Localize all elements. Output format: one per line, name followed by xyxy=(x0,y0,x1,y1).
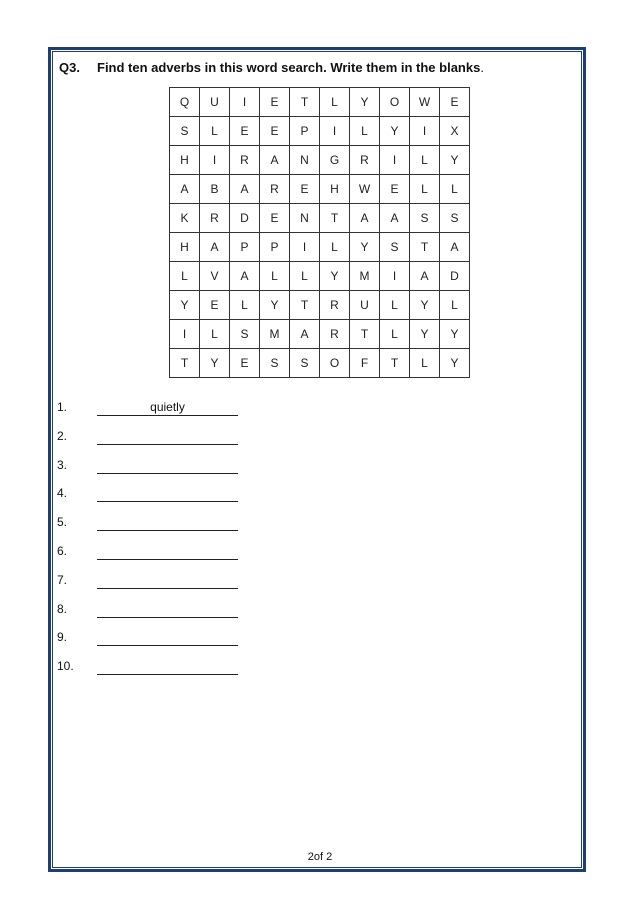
grid-cell[interactable]: S xyxy=(170,117,200,146)
grid-cell[interactable]: A xyxy=(350,204,380,233)
grid-cell[interactable]: P xyxy=(230,233,260,262)
answer-number: 3. xyxy=(57,457,68,472)
answer-blank-line[interactable] xyxy=(97,617,238,618)
grid-cell[interactable]: E xyxy=(200,291,230,320)
grid-row xyxy=(170,262,470,291)
answer-row xyxy=(57,573,257,593)
grid-cell[interactable]: T xyxy=(410,233,440,262)
answer-blank-line[interactable] xyxy=(97,473,238,474)
grid-cell[interactable]: A xyxy=(290,320,320,349)
grid-cell[interactable]: R xyxy=(350,146,380,175)
grid-cell[interactable]: T xyxy=(170,349,200,378)
grid-cell[interactable]: Y xyxy=(410,291,440,320)
answer-blank-line[interactable] xyxy=(97,444,238,445)
grid-cell[interactable]: R xyxy=(260,175,290,204)
grid-cell[interactable]: L xyxy=(170,262,200,291)
grid-row xyxy=(170,146,470,175)
grid-cell[interactable]: L xyxy=(350,117,380,146)
grid-cell[interactable]: Y xyxy=(320,262,350,291)
grid-cell[interactable]: H xyxy=(320,175,350,204)
grid-cell[interactable]: T xyxy=(290,291,320,320)
answer-row xyxy=(57,400,257,420)
grid-cell[interactable]: L xyxy=(290,262,320,291)
page-number: 2of 2 xyxy=(307,851,333,863)
grid-cell[interactable]: Y xyxy=(170,291,200,320)
grid-cell[interactable]: R xyxy=(230,146,260,175)
answer-blank-line[interactable] xyxy=(97,530,238,531)
answer-text: quietly xyxy=(150,400,185,414)
grid-cell[interactable]: E xyxy=(260,204,290,233)
answer-number: 5. xyxy=(57,515,68,530)
question-end: . xyxy=(480,60,484,75)
grid-cell[interactable]: L xyxy=(410,349,440,378)
answer-row xyxy=(57,515,257,535)
grid-cell[interactable]: Y xyxy=(200,349,230,378)
grid-cell[interactable]: D xyxy=(440,262,470,291)
answer-number: 4. xyxy=(57,486,68,501)
grid-cell[interactable]: M xyxy=(260,320,290,349)
grid-row xyxy=(170,117,470,146)
grid-row xyxy=(170,175,470,204)
grid-cell[interactable]: E xyxy=(230,117,260,146)
grid-cell[interactable]: I xyxy=(380,146,410,175)
grid-cell[interactable]: E xyxy=(260,88,290,117)
answer-row xyxy=(57,486,257,506)
grid-cell[interactable]: I xyxy=(230,88,260,117)
answer-number: 9. xyxy=(57,630,68,645)
grid-cell[interactable]: I xyxy=(290,233,320,262)
answer-number: 10. xyxy=(57,659,74,674)
grid-cell[interactable]: P xyxy=(290,117,320,146)
grid-cell[interactable]: I xyxy=(170,320,200,349)
grid-cell[interactable]: N xyxy=(290,146,320,175)
grid-cell[interactable]: A xyxy=(200,233,230,262)
grid-row xyxy=(170,320,470,349)
answer-number: 2. xyxy=(57,428,68,443)
grid-cell[interactable]: L xyxy=(230,291,260,320)
grid-cell[interactable]: L xyxy=(410,146,440,175)
grid-cell[interactable]: I xyxy=(380,262,410,291)
grid-row xyxy=(170,233,470,262)
answer-number: 7. xyxy=(57,572,68,587)
grid-cell[interactable]: A xyxy=(230,262,260,291)
answer-blank-line[interactable] xyxy=(97,415,238,416)
grid-cell[interactable]: B xyxy=(200,175,230,204)
grid-cell[interactable]: H xyxy=(170,233,200,262)
grid-cell[interactable]: X xyxy=(440,117,470,146)
grid-cell[interactable]: Y xyxy=(260,291,290,320)
grid-cell[interactable]: U xyxy=(350,291,380,320)
grid-cell[interactable]: A xyxy=(230,175,260,204)
grid-cell[interactable]: O xyxy=(380,88,410,117)
grid-row xyxy=(170,204,470,233)
grid-cell[interactable]: V xyxy=(200,262,230,291)
grid-cell[interactable]: S xyxy=(440,204,470,233)
grid-row xyxy=(170,291,470,320)
answer-blank-line[interactable] xyxy=(97,559,238,560)
grid-cell[interactable]: W xyxy=(350,175,380,204)
answer-blank-line[interactable] xyxy=(97,588,238,589)
grid-cell[interactable]: M xyxy=(350,262,380,291)
grid-cell[interactable]: I xyxy=(410,117,440,146)
grid-cell[interactable]: L xyxy=(260,262,290,291)
grid-cell[interactable]: L xyxy=(380,291,410,320)
grid-cell[interactable]: W xyxy=(410,88,440,117)
grid-cell[interactable]: R xyxy=(200,204,230,233)
grid-cell[interactable]: E xyxy=(380,175,410,204)
question-heading xyxy=(59,60,484,75)
question-text: Find ten adverbs in this word search. Write them in the blanks xyxy=(97,60,481,75)
grid-cell[interactable]: E xyxy=(290,175,320,204)
grid-cell[interactable]: L xyxy=(410,175,440,204)
grid-cell[interactable]: A xyxy=(410,262,440,291)
grid-cell[interactable]: L xyxy=(380,320,410,349)
grid-cell[interactable]: I xyxy=(320,117,350,146)
answer-row xyxy=(57,602,257,622)
grid-cell[interactable]: R xyxy=(320,291,350,320)
grid-cell[interactable]: E xyxy=(260,117,290,146)
grid-cell[interactable]: G xyxy=(320,146,350,175)
grid-cell[interactable]: Y xyxy=(440,320,470,349)
grid-cell[interactable]: L xyxy=(200,117,230,146)
answer-blank-line[interactable] xyxy=(97,501,238,502)
word-search-grid xyxy=(169,87,470,378)
grid-cell[interactable]: S xyxy=(260,349,290,378)
grid-cell[interactable]: S xyxy=(380,233,410,262)
grid-cell[interactable]: Y xyxy=(440,146,470,175)
grid-cell[interactable]: Q xyxy=(170,88,200,117)
grid-cell[interactable]: Y xyxy=(440,349,470,378)
grid-cell[interactable]: H xyxy=(170,146,200,175)
grid-cell[interactable]: N xyxy=(290,204,320,233)
answer-row xyxy=(57,630,257,650)
grid-cell[interactable]: T xyxy=(320,204,350,233)
grid-cell[interactable]: A xyxy=(170,175,200,204)
grid-cell[interactable]: S xyxy=(230,320,260,349)
grid-cell[interactable]: T xyxy=(350,320,380,349)
answer-blank-line[interactable] xyxy=(97,674,238,675)
grid-cell[interactable]: Y xyxy=(350,88,380,117)
grid-cell[interactable]: I xyxy=(200,146,230,175)
grid-cell[interactable]: D xyxy=(230,204,260,233)
grid-cell[interactable]: A xyxy=(380,204,410,233)
grid-cell[interactable]: Y xyxy=(380,117,410,146)
grid-cell[interactable]: L xyxy=(200,320,230,349)
grid-cell[interactable]: L xyxy=(320,88,350,117)
grid-cell[interactable]: F xyxy=(350,349,380,378)
grid-cell[interactable]: L xyxy=(440,175,470,204)
answer-number: 6. xyxy=(57,544,68,558)
answer-row xyxy=(57,544,257,564)
grid-cell[interactable]: K xyxy=(170,204,200,233)
grid-cell[interactable]: Y xyxy=(350,233,380,262)
grid-cell[interactable]: O xyxy=(320,349,350,378)
grid-cell[interactable]: L xyxy=(440,291,470,320)
answer-row xyxy=(57,659,257,679)
question-number: Q3. xyxy=(59,60,80,75)
grid-cell[interactable]: S xyxy=(410,204,440,233)
grid-cell[interactable]: A xyxy=(440,233,470,262)
grid-cell[interactable]: L xyxy=(320,233,350,262)
grid-cell[interactable]: Y xyxy=(410,320,440,349)
answer-number: 1. xyxy=(57,400,68,414)
answer-blank-line[interactable] xyxy=(97,645,238,646)
grid-cell[interactable]: U xyxy=(200,88,230,117)
answer-row xyxy=(57,458,257,478)
grid-cell[interactable]: A xyxy=(260,146,290,175)
grid-row xyxy=(170,349,470,378)
answer-number: 8. xyxy=(57,601,68,616)
grid-cell[interactable]: S xyxy=(290,349,320,378)
grid-cell[interactable]: R xyxy=(320,320,350,349)
grid-cell[interactable]: P xyxy=(260,233,290,262)
grid-cell[interactable]: T xyxy=(380,349,410,378)
grid-cell[interactable]: T xyxy=(290,88,320,117)
grid-cell[interactable]: E xyxy=(440,88,470,117)
answer-row xyxy=(57,429,257,449)
grid-row xyxy=(170,88,470,117)
grid-cell[interactable]: E xyxy=(230,349,260,378)
